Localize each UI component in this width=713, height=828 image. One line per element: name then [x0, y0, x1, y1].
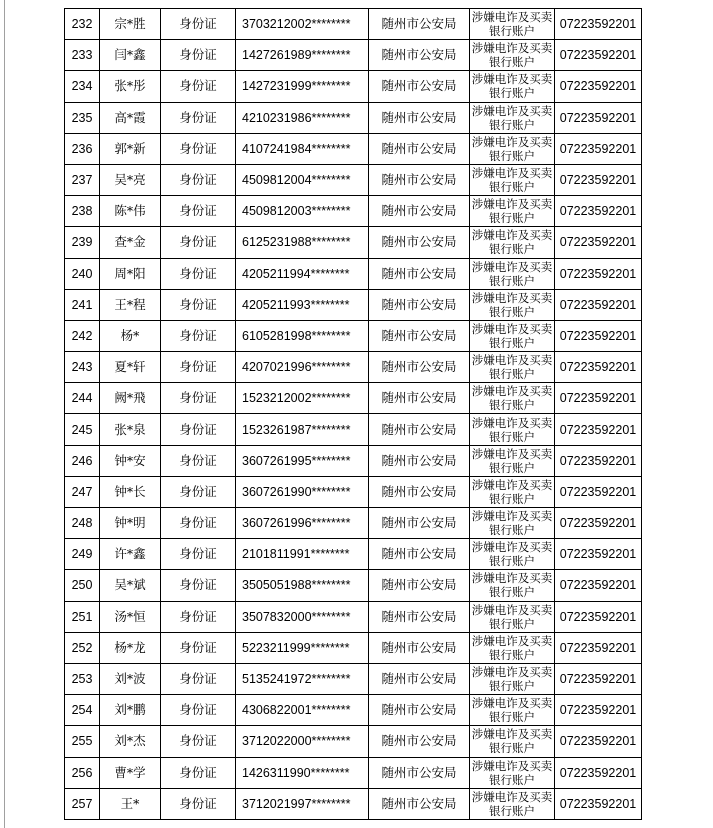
- organ-cell: 随州市公安局: [369, 227, 470, 258]
- reason-cell: 涉嫌电诈及买卖银行账户: [470, 258, 555, 289]
- row-number-cell: 248: [65, 508, 100, 539]
- id-number-cell: 4306822001********: [236, 695, 369, 726]
- organ-cell: 随州市公安局: [369, 695, 470, 726]
- phone-cell: 07223592201: [555, 9, 642, 40]
- id-number-cell: 3607261995********: [236, 445, 369, 476]
- organ-cell: 随州市公安局: [369, 445, 470, 476]
- table-row: [65, 726, 642, 757]
- organ-cell: 随州市公安局: [369, 570, 470, 601]
- organ-cell: 随州市公安局: [369, 383, 470, 414]
- id-type-cell: 身份证: [161, 227, 236, 258]
- row-number-cell: 239: [65, 227, 100, 258]
- id-type-cell: 身份证: [161, 788, 236, 819]
- row-number-cell: 234: [65, 71, 100, 102]
- id-number-cell: 3607261990********: [236, 476, 369, 507]
- reason-cell: 涉嫌电诈及买卖银行账户: [470, 414, 555, 445]
- organ-cell: 随州市公安局: [369, 102, 470, 133]
- name-cell: 查*金: [100, 227, 161, 258]
- id-type-cell: 身份证: [161, 445, 236, 476]
- reason-cell: 涉嫌电诈及买卖银行账户: [470, 40, 555, 71]
- table-row: [65, 258, 642, 289]
- name-cell: 钟*长: [100, 476, 161, 507]
- organ-cell: 随州市公安局: [369, 663, 470, 694]
- row-number-cell: 255: [65, 726, 100, 757]
- phone-cell: 07223592201: [555, 133, 642, 164]
- phone-cell: 07223592201: [555, 352, 642, 383]
- id-number-cell: 6125231988********: [236, 227, 369, 258]
- phone-cell: 07223592201: [555, 695, 642, 726]
- organ-cell: 随州市公安局: [369, 601, 470, 632]
- reason-cell: 涉嫌电诈及买卖银行账户: [470, 133, 555, 164]
- row-number-cell: 242: [65, 320, 100, 351]
- phone-cell: 07223592201: [555, 102, 642, 133]
- phone-cell: 07223592201: [555, 757, 642, 788]
- id-number-cell: 2101811991********: [236, 539, 369, 570]
- row-number-cell: 250: [65, 570, 100, 601]
- table-row: [65, 289, 642, 320]
- row-number-cell: 243: [65, 352, 100, 383]
- id-type-cell: 身份证: [161, 508, 236, 539]
- reason-cell: 涉嫌电诈及买卖银行账户: [470, 320, 555, 351]
- organ-cell: 随州市公安局: [369, 71, 470, 102]
- organ-cell: 随州市公安局: [369, 414, 470, 445]
- phone-cell: 07223592201: [555, 40, 642, 71]
- phone-cell: 07223592201: [555, 539, 642, 570]
- table-row: [65, 414, 642, 445]
- id-type-cell: 身份证: [161, 632, 236, 663]
- name-cell: 陈*伟: [100, 196, 161, 227]
- row-number-cell: 245: [65, 414, 100, 445]
- reason-cell: 涉嫌电诈及买卖银行账户: [470, 9, 555, 40]
- reason-cell: 涉嫌电诈及买卖银行账户: [470, 601, 555, 632]
- organ-cell: 随州市公安局: [369, 289, 470, 320]
- table-row: [65, 632, 642, 663]
- id-number-cell: 3703212002********: [236, 9, 369, 40]
- table-row: [65, 445, 642, 476]
- name-cell: 许*鑫: [100, 539, 161, 570]
- table-row: [65, 788, 642, 819]
- row-number-cell: 236: [65, 133, 100, 164]
- organ-cell: 随州市公安局: [369, 476, 470, 507]
- id-number-cell: 3507832000********: [236, 601, 369, 632]
- name-cell: 张*彤: [100, 71, 161, 102]
- id-type-cell: 身份证: [161, 196, 236, 227]
- row-number-cell: 240: [65, 258, 100, 289]
- row-number-cell: 244: [65, 383, 100, 414]
- row-number-cell: 251: [65, 601, 100, 632]
- table-row: [65, 320, 642, 351]
- name-cell: 阙*飛: [100, 383, 161, 414]
- organ-cell: 随州市公安局: [369, 9, 470, 40]
- row-number-cell: 253: [65, 663, 100, 694]
- row-number-cell: 246: [65, 445, 100, 476]
- name-cell: 钟*明: [100, 508, 161, 539]
- reason-cell: 涉嫌电诈及买卖银行账户: [470, 102, 555, 133]
- id-number-cell: 3712021997********: [236, 788, 369, 819]
- row-number-cell: 232: [65, 9, 100, 40]
- phone-cell: 07223592201: [555, 508, 642, 539]
- id-number-cell: 6105281998********: [236, 320, 369, 351]
- phone-cell: 07223592201: [555, 289, 642, 320]
- table-row: [65, 164, 642, 195]
- id-number-cell: 1427261989********: [236, 40, 369, 71]
- page-edge-line: [4, 0, 5, 828]
- id-type-cell: 身份证: [161, 663, 236, 694]
- phone-cell: 07223592201: [555, 383, 642, 414]
- name-cell: 刘*杰: [100, 726, 161, 757]
- name-cell: 吴*亮: [100, 164, 161, 195]
- reason-cell: 涉嫌电诈及买卖银行账户: [470, 71, 555, 102]
- id-type-cell: 身份证: [161, 757, 236, 788]
- table-row: [65, 40, 642, 71]
- organ-cell: 随州市公安局: [369, 788, 470, 819]
- id-type-cell: 身份证: [161, 164, 236, 195]
- organ-cell: 随州市公安局: [369, 352, 470, 383]
- name-cell: 张*泉: [100, 414, 161, 445]
- reason-cell: 涉嫌电诈及买卖银行账户: [470, 726, 555, 757]
- name-cell: 闫*鑫: [100, 40, 161, 71]
- id-number-cell: 4509812004********: [236, 164, 369, 195]
- name-cell: 王*: [100, 788, 161, 819]
- phone-cell: 07223592201: [555, 476, 642, 507]
- organ-cell: 随州市公安局: [369, 164, 470, 195]
- reason-cell: 涉嫌电诈及买卖银行账户: [470, 632, 555, 663]
- organ-cell: 随州市公安局: [369, 508, 470, 539]
- id-type-cell: 身份证: [161, 320, 236, 351]
- phone-cell: 07223592201: [555, 164, 642, 195]
- id-number-cell: 1523261987********: [236, 414, 369, 445]
- row-number-cell: 233: [65, 40, 100, 71]
- reason-cell: 涉嫌电诈及买卖银行账户: [470, 539, 555, 570]
- id-number-cell: 4210231986********: [236, 102, 369, 133]
- reason-cell: 涉嫌电诈及买卖银行账户: [470, 164, 555, 195]
- id-number-cell: 4205211993********: [236, 289, 369, 320]
- phone-cell: 07223592201: [555, 227, 642, 258]
- reason-cell: 涉嫌电诈及买卖银行账户: [470, 570, 555, 601]
- organ-cell: 随州市公安局: [369, 539, 470, 570]
- row-number-cell: 256: [65, 757, 100, 788]
- table-row: [65, 757, 642, 788]
- name-cell: 曹*学: [100, 757, 161, 788]
- name-cell: 杨*: [100, 320, 161, 351]
- name-cell: 郭*新: [100, 133, 161, 164]
- phone-cell: 07223592201: [555, 414, 642, 445]
- reason-cell: 涉嫌电诈及买卖银行账户: [470, 757, 555, 788]
- row-number-cell: 252: [65, 632, 100, 663]
- row-number-cell: 247: [65, 476, 100, 507]
- id-type-cell: 身份证: [161, 539, 236, 570]
- organ-cell: 随州市公安局: [369, 258, 470, 289]
- organ-cell: 随州市公安局: [369, 726, 470, 757]
- id-number-cell: 3607261996********: [236, 508, 369, 539]
- id-number-cell: 3712022000********: [236, 726, 369, 757]
- id-number-cell: 4207021996********: [236, 352, 369, 383]
- id-type-cell: 身份证: [161, 695, 236, 726]
- id-type-cell: 身份证: [161, 258, 236, 289]
- table-row: [65, 9, 642, 40]
- phone-cell: 07223592201: [555, 71, 642, 102]
- reason-cell: 涉嫌电诈及买卖银行账户: [470, 663, 555, 694]
- name-cell: 杨*龙: [100, 632, 161, 663]
- name-cell: 刘*鹏: [100, 695, 161, 726]
- id-type-cell: 身份证: [161, 414, 236, 445]
- id-type-cell: 身份证: [161, 40, 236, 71]
- id-type-cell: 身份证: [161, 570, 236, 601]
- id-type-cell: 身份证: [161, 601, 236, 632]
- phone-cell: 07223592201: [555, 632, 642, 663]
- id-number-cell: 1427231999********: [236, 71, 369, 102]
- table-row: [65, 601, 642, 632]
- organ-cell: 随州市公安局: [369, 40, 470, 71]
- name-cell: 吴*斌: [100, 570, 161, 601]
- phone-cell: 07223592201: [555, 788, 642, 819]
- reason-cell: 涉嫌电诈及买卖银行账户: [470, 445, 555, 476]
- row-number-cell: 238: [65, 196, 100, 227]
- id-type-cell: 身份证: [161, 383, 236, 414]
- reason-cell: 涉嫌电诈及买卖银行账户: [470, 383, 555, 414]
- organ-cell: 随州市公安局: [369, 757, 470, 788]
- phone-cell: 07223592201: [555, 320, 642, 351]
- name-cell: 刘*波: [100, 663, 161, 694]
- records-table-body: [65, 9, 642, 820]
- organ-cell: 随州市公安局: [369, 632, 470, 663]
- table-row: [65, 695, 642, 726]
- phone-cell: 07223592201: [555, 258, 642, 289]
- id-number-cell: 4205211994********: [236, 258, 369, 289]
- reason-cell: 涉嫌电诈及买卖银行账户: [470, 352, 555, 383]
- name-cell: 高*霞: [100, 102, 161, 133]
- id-type-cell: 身份证: [161, 289, 236, 320]
- id-number-cell: 3505051988********: [236, 570, 369, 601]
- name-cell: 宗*胜: [100, 9, 161, 40]
- id-number-cell: 5135241972********: [236, 663, 369, 694]
- organ-cell: 随州市公安局: [369, 320, 470, 351]
- phone-cell: 07223592201: [555, 726, 642, 757]
- reason-cell: 涉嫌电诈及买卖银行账户: [470, 476, 555, 507]
- id-type-cell: 身份证: [161, 102, 236, 133]
- organ-cell: 随州市公安局: [369, 196, 470, 227]
- table-row: [65, 383, 642, 414]
- phone-cell: 07223592201: [555, 570, 642, 601]
- table-row: [65, 71, 642, 102]
- row-number-cell: 257: [65, 788, 100, 819]
- phone-cell: 07223592201: [555, 601, 642, 632]
- id-type-cell: 身份证: [161, 133, 236, 164]
- table-row: [65, 133, 642, 164]
- id-type-cell: 身份证: [161, 476, 236, 507]
- records-table: [64, 8, 642, 820]
- row-number-cell: 237: [65, 164, 100, 195]
- table-row: [65, 227, 642, 258]
- phone-cell: 07223592201: [555, 663, 642, 694]
- table-row: [65, 663, 642, 694]
- organ-cell: 随州市公安局: [369, 133, 470, 164]
- reason-cell: 涉嫌电诈及买卖银行账户: [470, 196, 555, 227]
- table-row: [65, 102, 642, 133]
- reason-cell: 涉嫌电诈及买卖银行账户: [470, 227, 555, 258]
- id-number-cell: 4107241984********: [236, 133, 369, 164]
- row-number-cell: 249: [65, 539, 100, 570]
- table-row: [65, 508, 642, 539]
- name-cell: 夏*轩: [100, 352, 161, 383]
- name-cell: 汤*恒: [100, 601, 161, 632]
- id-type-cell: 身份证: [161, 71, 236, 102]
- phone-cell: 07223592201: [555, 445, 642, 476]
- table-row: [65, 570, 642, 601]
- row-number-cell: 254: [65, 695, 100, 726]
- table-row: [65, 539, 642, 570]
- row-number-cell: 241: [65, 289, 100, 320]
- name-cell: 王*程: [100, 289, 161, 320]
- reason-cell: 涉嫌电诈及买卖银行账户: [470, 508, 555, 539]
- id-number-cell: 1426311990********: [236, 757, 369, 788]
- name-cell: 周*阳: [100, 258, 161, 289]
- table-row: [65, 476, 642, 507]
- reason-cell: 涉嫌电诈及买卖银行账户: [470, 788, 555, 819]
- table-row: [65, 196, 642, 227]
- phone-cell: 07223592201: [555, 196, 642, 227]
- id-number-cell: 1523212002********: [236, 383, 369, 414]
- reason-cell: 涉嫌电诈及买卖银行账户: [470, 695, 555, 726]
- id-number-cell: 4509812003********: [236, 196, 369, 227]
- table-row: [65, 352, 642, 383]
- reason-cell: 涉嫌电诈及买卖银行账户: [470, 289, 555, 320]
- id-type-cell: 身份证: [161, 726, 236, 757]
- name-cell: 钟*安: [100, 445, 161, 476]
- id-type-cell: 身份证: [161, 9, 236, 40]
- row-number-cell: 235: [65, 102, 100, 133]
- id-number-cell: 5223211999********: [236, 632, 369, 663]
- id-type-cell: 身份证: [161, 352, 236, 383]
